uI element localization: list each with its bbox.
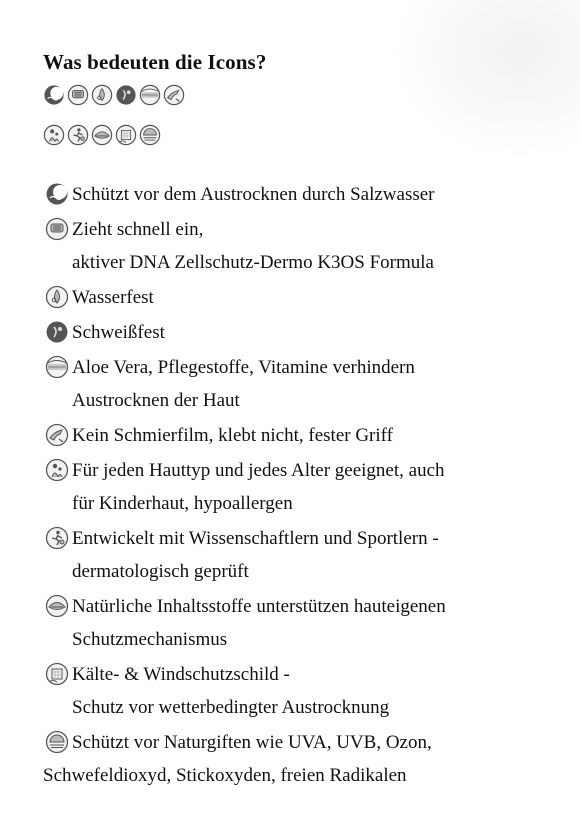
sun-protection-icon xyxy=(139,124,161,146)
aloe-leaf-icon xyxy=(45,355,69,379)
icon-overview-row-1 xyxy=(43,84,185,106)
water-drop-icon xyxy=(91,84,113,106)
legend-item xyxy=(43,454,563,520)
page-title: Was bedeuten die Icons? xyxy=(43,50,267,74)
legend-item-text: Schützt vor dem Austrocknen durch Salzwasser xyxy=(72,184,435,205)
wind-shield-icon xyxy=(115,124,137,146)
no-film-hand-icon xyxy=(163,84,185,106)
aloe-leaf-icon xyxy=(139,84,161,106)
family-icon xyxy=(45,458,69,482)
icon-overview-row-2 xyxy=(43,124,161,146)
cream-tube-icon xyxy=(67,84,89,106)
cream-tube-icon xyxy=(45,217,69,241)
legend-item-text: Wasserfest xyxy=(72,287,154,308)
legend-item-text: Natürliche Inhaltsstoffe unterstützen hauteigenen xyxy=(72,596,446,617)
leaf-protection-icon xyxy=(91,124,113,146)
icon-legend-list xyxy=(43,178,563,794)
legend-item xyxy=(43,281,563,314)
legend-item-text: Für jeden Hauttyp und jedes Alter geeignet, auch xyxy=(72,460,445,481)
legend-item xyxy=(43,726,563,792)
legend-item-text: Kälte- & Windschutzschild - xyxy=(72,664,290,685)
legend-item xyxy=(43,351,563,417)
legend-item xyxy=(43,213,563,279)
sweat-ball-icon xyxy=(45,320,69,344)
legend-item-text-continued: dermatologisch geprüft xyxy=(72,561,249,582)
legend-item-text: Aloe Vera, Pflegestoffe, Vitamine verhindern xyxy=(72,357,415,378)
moon-wave-icon xyxy=(43,84,65,106)
legend-item-text-continued: aktiver DNA Zellschutz-Dermo K3OS Formula xyxy=(72,252,434,273)
legend-item xyxy=(43,316,563,349)
legend-item-text: Zieht schnell ein, xyxy=(72,219,204,240)
legend-item xyxy=(43,590,563,656)
moon-wave-icon xyxy=(45,182,69,206)
legend-item-text: Schweißfest xyxy=(72,322,165,343)
legend-item-text-continued: Schutz vor wetterbedingter Austrocknung xyxy=(72,697,390,718)
legend-item-text-continued: für Kinderhaut, hypoallergen xyxy=(72,493,293,514)
legend-item xyxy=(43,419,563,452)
legend-item xyxy=(43,522,563,588)
legend-item xyxy=(43,658,563,724)
background-smudge xyxy=(380,0,580,170)
sun-protection-icon xyxy=(45,730,69,754)
athlete-icon xyxy=(45,526,69,550)
water-drop-icon xyxy=(45,285,69,309)
leaf-protection-icon xyxy=(45,594,69,618)
no-film-hand-icon xyxy=(45,423,69,447)
sweat-ball-icon xyxy=(115,84,137,106)
wind-shield-icon xyxy=(45,662,69,686)
family-icon xyxy=(43,124,65,146)
legend-item-text-continued: Schwefeldioxyd, Stickoxyden, freien Radikalen xyxy=(43,765,407,786)
legend-item xyxy=(43,178,563,211)
legend-item-text-continued: Austrocknen der Haut xyxy=(72,390,240,411)
legend-item-text-continued: Schutzmechanismus xyxy=(72,629,228,650)
legend-item-text: Entwickelt mit Wissenschaftlern und Sportlern - xyxy=(72,528,439,549)
legend-item-text: Schützt vor Naturgiften wie UVA, UVB, Ozon, xyxy=(72,732,432,753)
legend-item-text: Kein Schmierfilm, klebt nicht, fester Griff xyxy=(72,425,393,446)
athlete-icon xyxy=(67,124,89,146)
